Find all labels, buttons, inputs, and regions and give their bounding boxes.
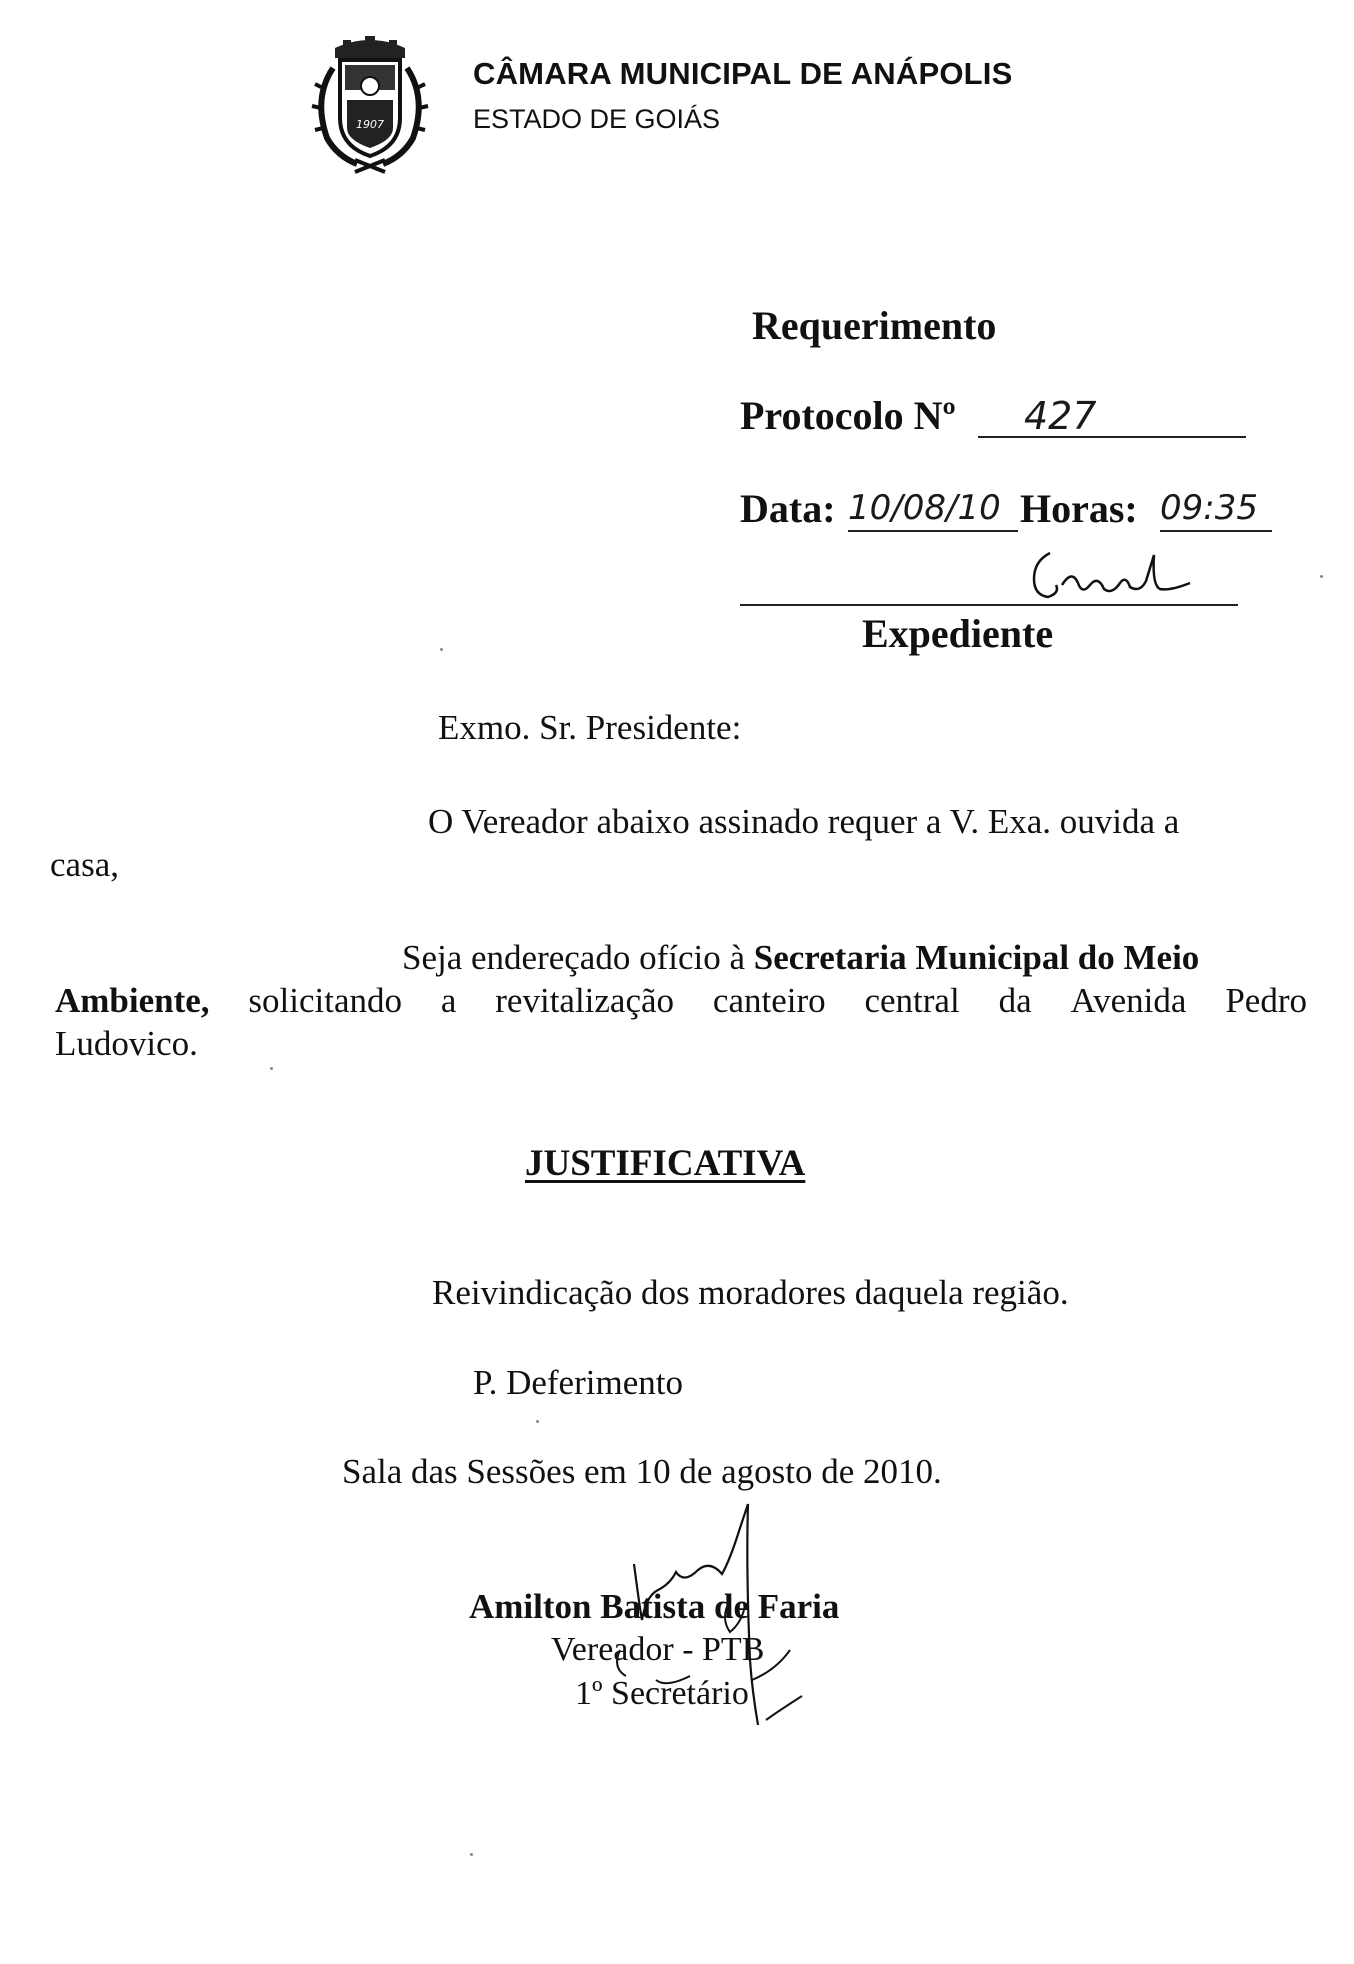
protocol-number-handwritten: 427: [1024, 394, 1097, 438]
scan-speck: [536, 1420, 539, 1423]
hours-underline: [1160, 530, 1272, 532]
detail-word: Pedro: [1225, 981, 1307, 1020]
request-line-2: casa,: [50, 845, 119, 884]
request-detail-text: Seja endereçado ofício à: [402, 938, 754, 977]
protocol-label: Protocolo Nº: [740, 393, 956, 438]
date-label: Data:: [740, 486, 836, 531]
salutation: Exmo. Sr. Presidente:: [438, 708, 742, 747]
protocol-underline: [978, 436, 1246, 438]
detail-word: solicitando: [248, 981, 403, 1020]
request-detail-line-2: [55, 981, 1307, 1021]
justification-title: JUSTIFICATIVA: [525, 1143, 806, 1184]
hours-value-handwritten: 09:35: [1160, 488, 1258, 528]
organization-name: CÂMARA MUNICIPAL DE ANÁPOLIS: [473, 56, 1013, 91]
scan-speck: [270, 1067, 273, 1070]
document-type-title: Requerimento: [752, 303, 997, 348]
closing: P. Deferimento: [473, 1363, 683, 1402]
svg-text:1907: 1907: [356, 118, 384, 131]
date-value-handwritten: 10/08/10: [848, 488, 1001, 528]
detail-word: revitalização: [495, 981, 675, 1020]
organization-state: ESTADO DE GOIÁS: [473, 104, 721, 134]
location-date: Sala das Sessões em 10 de agosto de 2010.: [342, 1452, 942, 1491]
coat-of-arms-emblem: [305, 28, 435, 178]
scan-speck: [1320, 575, 1323, 578]
scan-speck: [440, 648, 443, 651]
detail-word: canteiro: [712, 981, 826, 1020]
secretariat-name-part-2: Ambiente,: [55, 981, 210, 1020]
hours-label: Horas:: [1020, 486, 1138, 531]
detail-word: Avenida: [1070, 981, 1187, 1020]
detail-word: a: [440, 981, 457, 1020]
request-line-1: O Vereador abaixo assinado requer a V. Exa. ouvida a: [428, 802, 1180, 841]
signer-name: Amilton Batista de Faria: [469, 1587, 840, 1626]
signer-office: 1º Secretário: [575, 1675, 749, 1712]
secretariat-name-part-1: Secretaria Municipal do Meio: [753, 938, 1200, 977]
detail-word: da: [998, 981, 1032, 1020]
signer-role: Vereador - PTB: [551, 1631, 765, 1668]
receiver-signature: [1020, 545, 1200, 615]
date-underline: [848, 530, 1018, 532]
scan-speck: [470, 1853, 473, 1856]
detail-word: central: [864, 981, 960, 1020]
request-detail-line-3: Ludovico.: [55, 1024, 198, 1063]
justification-text: Reivindicação dos moradores daquela região.: [432, 1273, 1069, 1312]
request-detail-line-1: [402, 938, 1199, 978]
department-label: Expediente: [862, 611, 1054, 656]
